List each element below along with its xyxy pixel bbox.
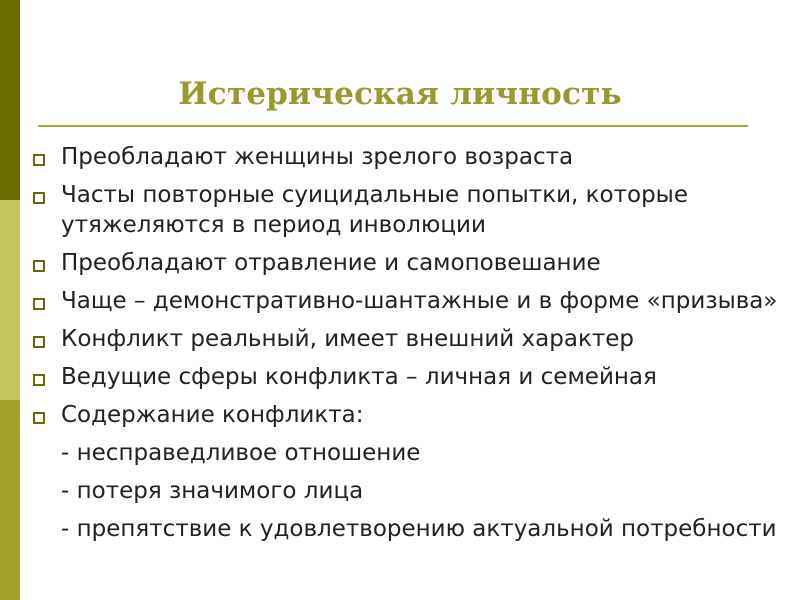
square-bullet-icon bbox=[33, 412, 45, 424]
list-item-text: Преобладают женщины зрелого возраста bbox=[61, 144, 574, 170]
list-item bbox=[30, 400, 790, 430]
list-item bbox=[30, 324, 790, 354]
list-item-text: Содержание конфликта: bbox=[61, 402, 364, 428]
square-bullet-icon bbox=[33, 260, 45, 272]
square-bullet-icon bbox=[33, 192, 45, 204]
slide-title: Истерическая личность bbox=[178, 76, 622, 112]
list-item bbox=[30, 362, 790, 392]
square-bullet-icon bbox=[33, 154, 45, 166]
list-item bbox=[30, 286, 790, 316]
side-bar-bottom bbox=[0, 400, 20, 600]
square-bullet-icon bbox=[33, 298, 45, 310]
list-item-text: Конфликт реальный, имеет внешний характер bbox=[61, 326, 635, 352]
square-bullet-icon bbox=[33, 374, 45, 386]
list-item bbox=[30, 180, 790, 240]
bullet-list bbox=[30, 142, 790, 552]
title-underline bbox=[38, 125, 748, 127]
list-item bbox=[30, 248, 790, 278]
list-item-text: Часты повторные суицидальные попытки, которые утяжеляются в период инволюции bbox=[61, 182, 688, 238]
sub-list-item bbox=[30, 476, 790, 506]
list-item bbox=[30, 142, 790, 172]
sub-list-item bbox=[30, 514, 790, 544]
sub-list-item bbox=[30, 438, 790, 468]
side-bar-middle bbox=[0, 200, 20, 400]
square-bullet-icon bbox=[33, 336, 45, 348]
list-item-text: Чаще – демонстративно-шантажные и в форме «призыва» bbox=[61, 288, 778, 314]
list-item-text: Преобладают отравление и самоповешание bbox=[61, 250, 601, 276]
sub-list-item-text: - несправедливое отношение bbox=[61, 440, 421, 466]
sub-list-item-text: - препятствие к удовлетворению актуальной потребности bbox=[61, 516, 777, 542]
sub-list-item-text: - потеря значимого лица bbox=[61, 478, 364, 504]
list-item-text: Ведущие сферы конфликта – личная и семейная bbox=[61, 364, 657, 390]
